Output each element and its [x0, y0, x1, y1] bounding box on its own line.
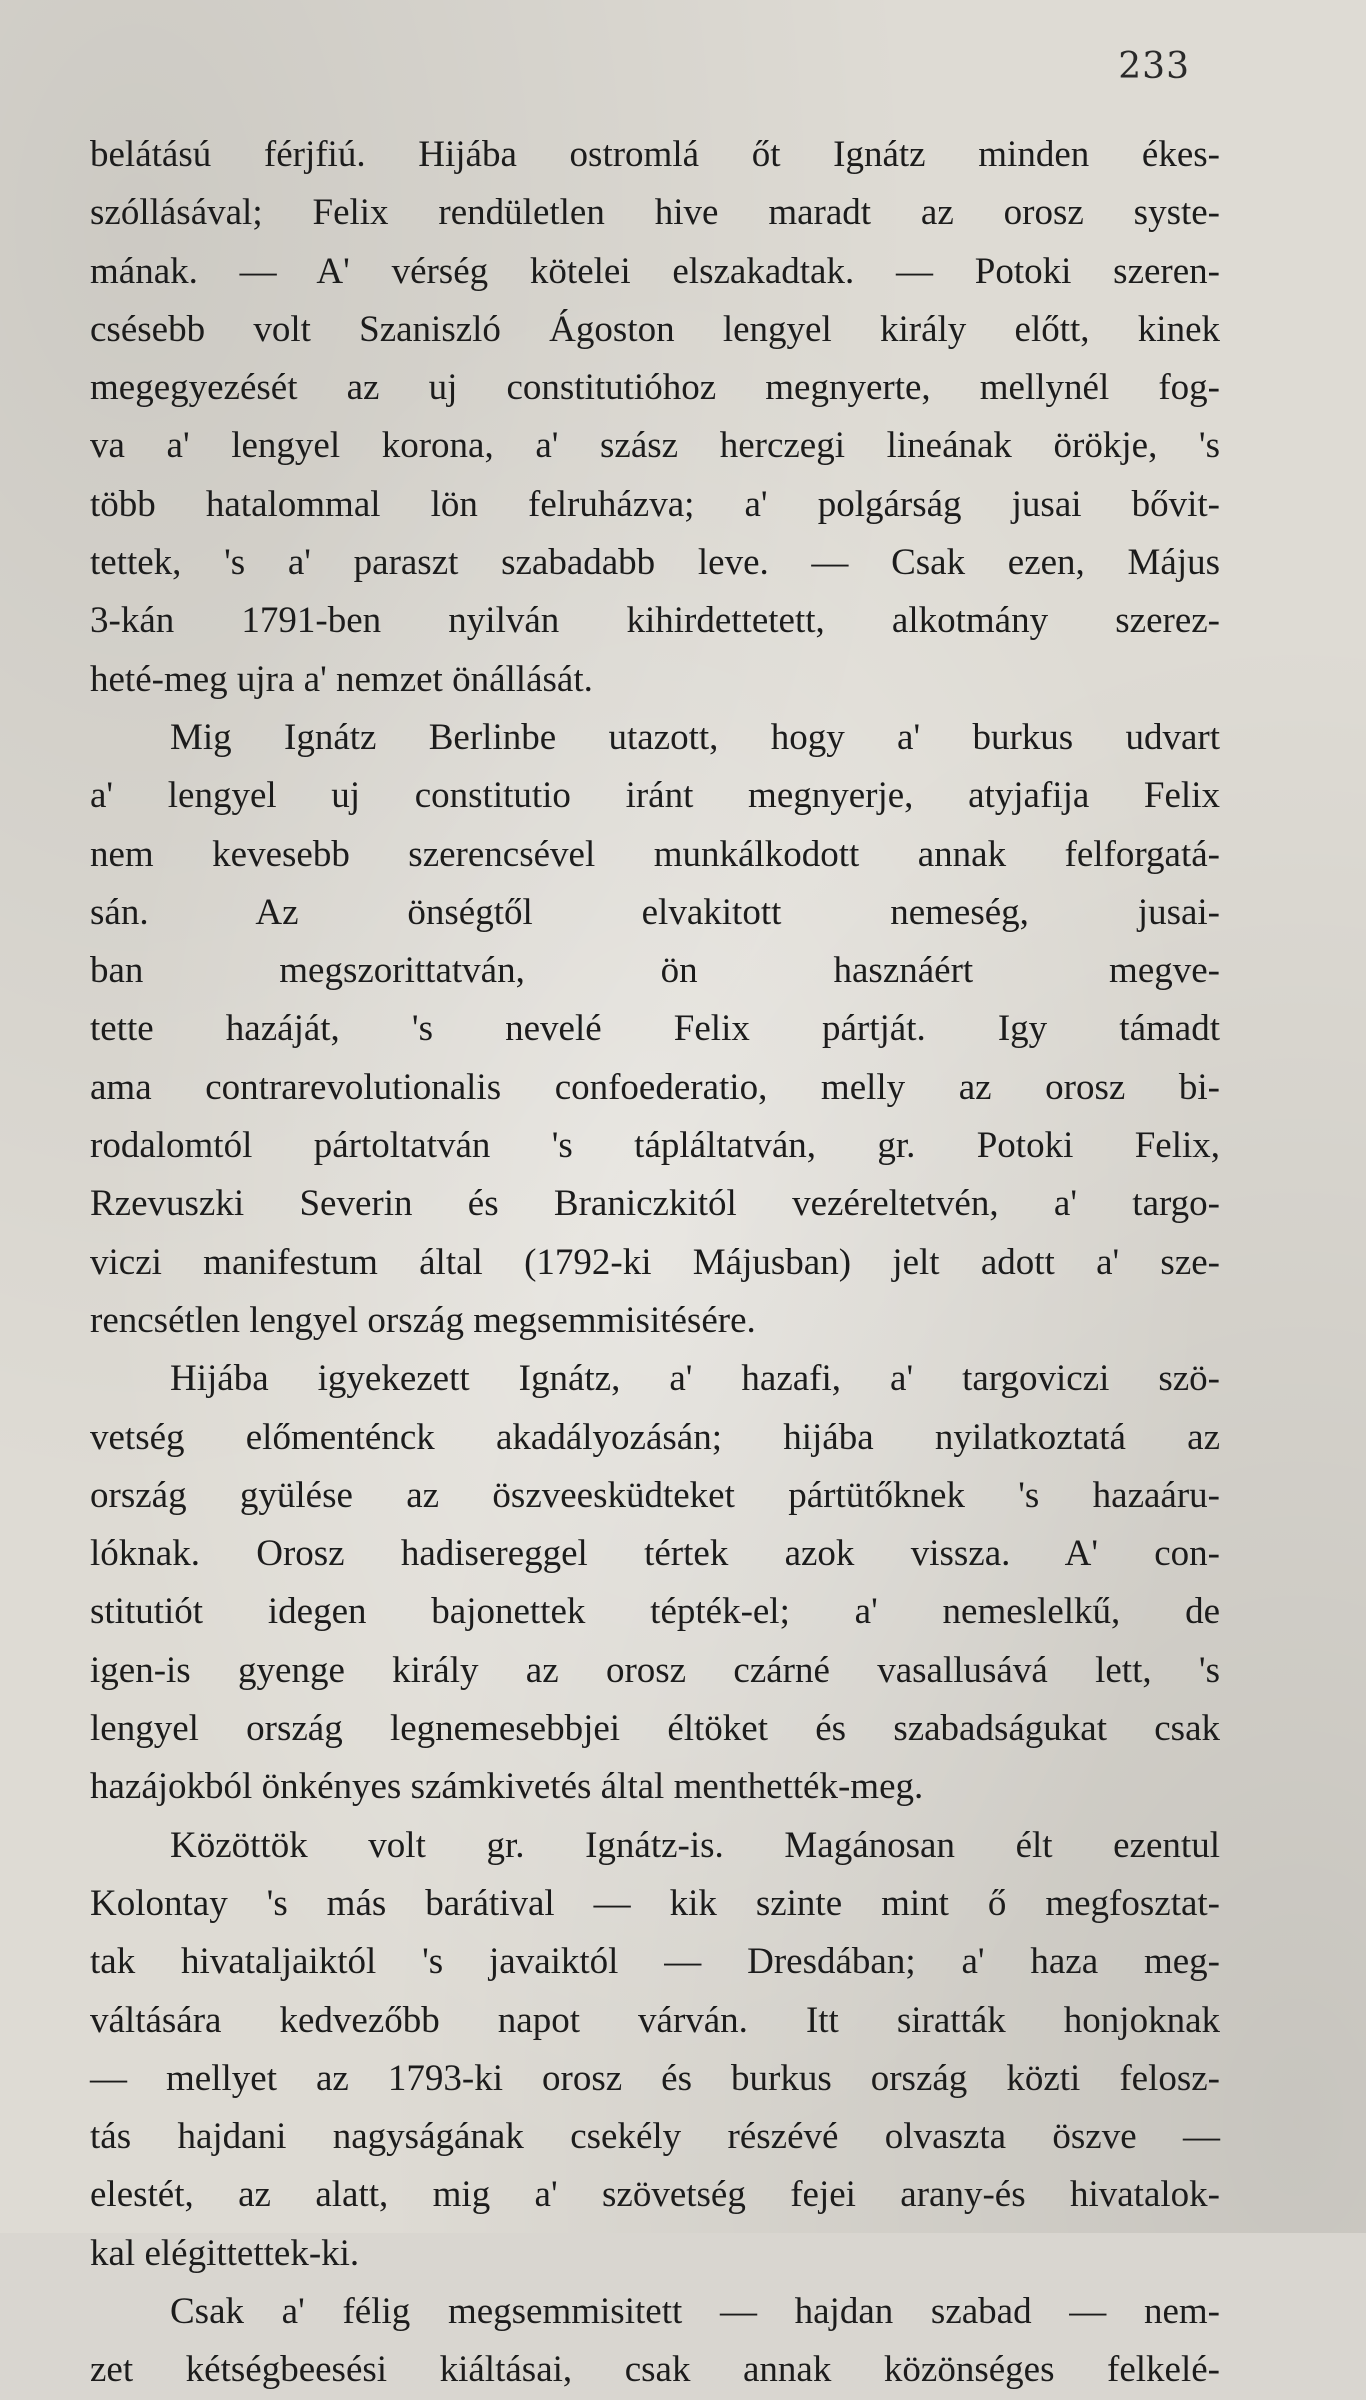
- text-line: zet kétségbeesési kiáltásai, csak annak közönséges felkelé-: [90, 2349, 1220, 2391]
- text-line: rencsétlen lengyel ország megsemmisitésére.: [90, 1299, 756, 1341]
- text-line: ama contrarevolutionalis confoederatio, melly az orosz bi-: [90, 1066, 1220, 1108]
- text-line: heté-meg ujra a' nemzet önállását.: [90, 658, 593, 700]
- text-line: Hijába igyekezett Ignátz, a' hazafi, a' targoviczi szö-: [170, 1358, 1220, 1400]
- text-line: Közöttök volt gr. Ignátz-is. Magánosan élt ezentul: [170, 1824, 1220, 1866]
- text-line: tette hazáját, 's nevelé Felix pártját. Igy támadt: [90, 1008, 1220, 1050]
- text-line: tak hivataljaiktól 's javaiktól — Dresdában; a' haza meg-: [90, 1941, 1220, 1983]
- text-line: mának. — A' vérség kötelei elszakadtak. — Potoki szeren-: [90, 250, 1220, 292]
- text-line: Csak a' félig megsemmisitett — hajdan szabad — nem-: [170, 2290, 1220, 2332]
- text-line: a' lengyel uj constitutio iránt megnyerje, atyjafija Felix: [90, 775, 1220, 817]
- text-line: ban megszorittatván, ön hasznáért megve-: [90, 950, 1220, 992]
- text-line: Rzevuszki Severin és Braniczkitól vezéreltetvén, a' targo-: [90, 1183, 1220, 1225]
- text-line: több hatalommal lön felruházva; a' polgárság jusai bővit-: [90, 483, 1220, 525]
- page-number: 233: [1118, 46, 1190, 87]
- text-line: 3-kán 1791-ben nyilván kihirdettetett, alkotmány szerez-: [90, 600, 1220, 642]
- text-line: igen-is gyenge király az orosz czárné vasallusává lett, 's: [90, 1649, 1220, 1691]
- text-line: rodalomtól pártoltatván 's tápláltatván, gr. Potoki Felix,: [90, 1125, 1220, 1167]
- text-line: szóllásával; Felix rendületlen hive maradt az orosz syste-: [90, 192, 1220, 234]
- text-line: lóknak. Orosz hadisereggel tértek azok vissza. A' con-: [90, 1533, 1220, 1575]
- text-line: váltására kedvezőbb napot várván. Itt siratták honjoknak: [90, 1999, 1220, 2041]
- text-line: va a' lengyel korona, a' szász herczegi lineának örökje, 's: [90, 425, 1220, 467]
- text-line: viczi manifestum által (1792-ki Májusban) jelt adott a' sze-: [90, 1241, 1220, 1283]
- text-line: nem kevesebb szerencsével munkálkodott annak felforgatá-: [90, 833, 1220, 875]
- text-line: Mig Ignátz Berlinbe utazott, hogy a' burkus udvart: [170, 716, 1220, 758]
- text-line: sán. Az önségtől elvakitott nemeség, jusai-: [90, 891, 1220, 933]
- text-line: elestét, az alatt, mig a' szövetség fejei arany-és hivatalok-: [90, 2174, 1220, 2216]
- text-line: ország gyülése az öszveesküdteket pártütőknek 's hazaáru-: [90, 1474, 1220, 1516]
- text-line: belátású férjfiú. Hijába ostromlá őt Ignátz minden ékes-: [90, 134, 1220, 175]
- text-line: csésebb volt Szaniszló Ágoston lengyel király előtt, kinek: [90, 308, 1220, 350]
- text-line: Kolontay 's más barátival — kik szinte mint ő megfosztat-: [90, 1882, 1220, 1924]
- text-line: tás hajdani nagyságának csekély részévé olvasztа öszve —: [90, 2116, 1220, 2158]
- text-line: lengyel ország legnemesebbjei éltöket és szabadságukat csak: [90, 1708, 1220, 1750]
- text-line: megegyezését az uj constitutióhoz megnyerte, mellynél fog-: [90, 367, 1220, 409]
- text-line: tettek, 's a' paraszt szabadabb leve. — Csak ezen, Május: [90, 542, 1220, 584]
- text-line: — mellyet az 1793-ki orosz és burkus ország közti felosz-: [90, 2057, 1220, 2099]
- text-line: stitutiót idegen bajonettek tépték-el; a' nemeslelkű, de: [90, 1591, 1220, 1633]
- text-line: kal elégittettek-ki.: [90, 2232, 360, 2274]
- text-line: hazájokból önkényes számkivetés által menthették-meg.: [90, 1766, 924, 1808]
- body-text: [90, 126, 1220, 2400]
- text-line: vetség előmenténck akadályozásán; hijába nyilatkoztatá az: [90, 1416, 1220, 1458]
